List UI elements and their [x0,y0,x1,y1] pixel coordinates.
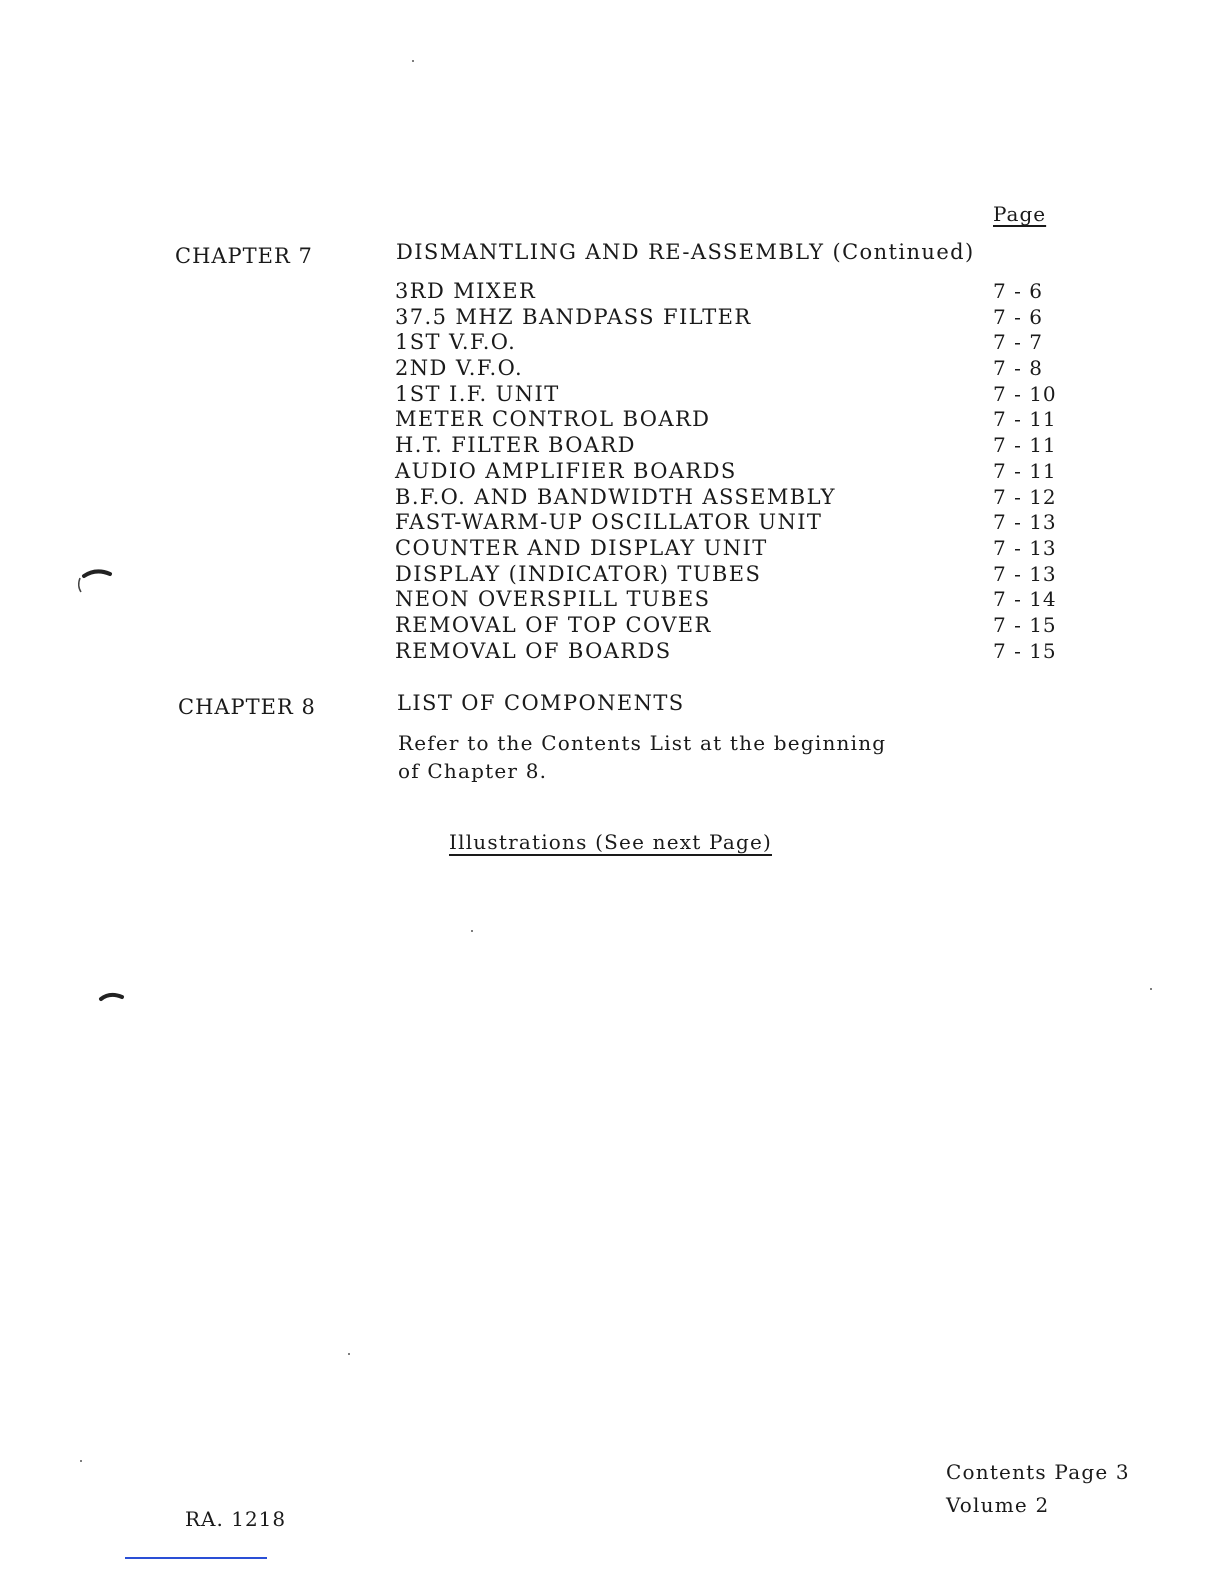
toc-entry [395,613,1075,639]
scan-speck [80,1460,82,1462]
toc-entry-title: REMOVAL OF TOP COVER [395,612,712,637]
toc-entry-title: B.F.O. AND BANDWIDTH ASSEMBLY [395,484,836,509]
toc-entry-title: COUNTER AND DISPLAY UNIT [395,535,768,560]
scan-edge-line [125,1557,267,1559]
toc-entry-page: 7 - 10 [993,381,1057,406]
toc-entry [395,510,1075,536]
toc-entry-title: H.T. FILTER BOARD [395,433,636,458]
toc-entry-title: DISPLAY (INDICATOR) TUBES [395,561,762,586]
scan-mark-top [74,564,118,614]
toc-entry-page: 7 - 6 [993,304,1043,329]
toc-entry [395,382,1075,408]
toc-entry-page: 7 - 13 [993,510,1057,535]
toc-entry-page: 7 - 13 [993,535,1057,560]
document-number: RA. 1218 [185,1507,287,1531]
toc-entry-page: 7 - 14 [993,587,1057,612]
toc-entry [395,562,1075,588]
toc-entry-title: FAST-WARM-UP OSCILLATOR UNIT [395,510,823,535]
toc-entry-page: 7 - 12 [993,484,1057,509]
toc-entry [395,433,1075,459]
toc-entry-title: 1ST I.F. UNIT [395,381,560,406]
scan-speck [412,60,414,62]
toc-entry-page: 7 - 15 [993,638,1057,663]
toc-entry-title: 2ND V.F.O. [395,356,524,381]
toc-entry-title: 1ST V.F.O. [395,330,517,355]
scan-speck [1150,988,1152,990]
toc-entry [395,639,1075,665]
toc-entry-page: 7 - 11 [993,458,1057,483]
toc-entry-title: 3RD MIXER [395,279,537,303]
chapter-7-label: CHAPTER 7 [175,244,313,268]
toc-entry-title: 37.5 MHZ BANDPASS FILTER [395,304,752,329]
toc-entry-page: 7 - 15 [993,612,1057,637]
toc-entry [395,587,1075,613]
toc-entry [395,356,1075,382]
toc-entry-title: REMOVAL OF BOARDS [395,638,672,663]
toc-entry [395,459,1075,485]
toc-entry [395,330,1075,356]
page-column-header: Page [993,202,1047,226]
toc-entry-page: 7 - 8 [993,356,1043,381]
chapter-7-title: DISMANTLING AND RE-ASSEMBLY (Continued) [396,240,975,264]
toc-entry-page: 7 - 11 [993,433,1057,458]
toc-entry-page: 7 - 7 [993,330,1043,355]
toc-entry-page: 7 - 13 [993,561,1057,586]
chapter-8-note-line-2: of Chapter 8. [398,759,548,783]
toc-entry [395,536,1075,562]
volume-number: Volume 2 [946,1493,1050,1517]
toc-entry-title: METER CONTROL BOARD [395,407,711,432]
chapter-8-title: LIST OF COMPONENTS [397,691,685,715]
toc-entry [395,485,1075,511]
chapter-8-label: CHAPTER 8 [178,695,316,719]
toc-entry-page: 7 - 6 [993,279,1043,303]
toc-entry [395,305,1075,331]
toc-entry-page: 7 - 11 [993,407,1057,432]
chapter-8-note [398,729,918,785]
illustrations-link: Illustrations (See next Page) [449,830,772,854]
toc-entry [395,407,1075,433]
toc-entry [395,279,1075,305]
chapter-7-entry-list [395,279,1075,664]
scan-speck [471,930,473,932]
chapter-8-note-line-1: Refer to the Contents List at the beginning [398,731,887,755]
toc-entry-title: NEON OVERSPILL TUBES [395,587,711,612]
toc-entry-title: AUDIO AMPLIFIER BOARDS [395,458,737,483]
scan-mark-bottom [98,990,126,1004]
contents-page-number: Contents Page 3 [946,1460,1130,1484]
scan-speck [348,1353,350,1355]
